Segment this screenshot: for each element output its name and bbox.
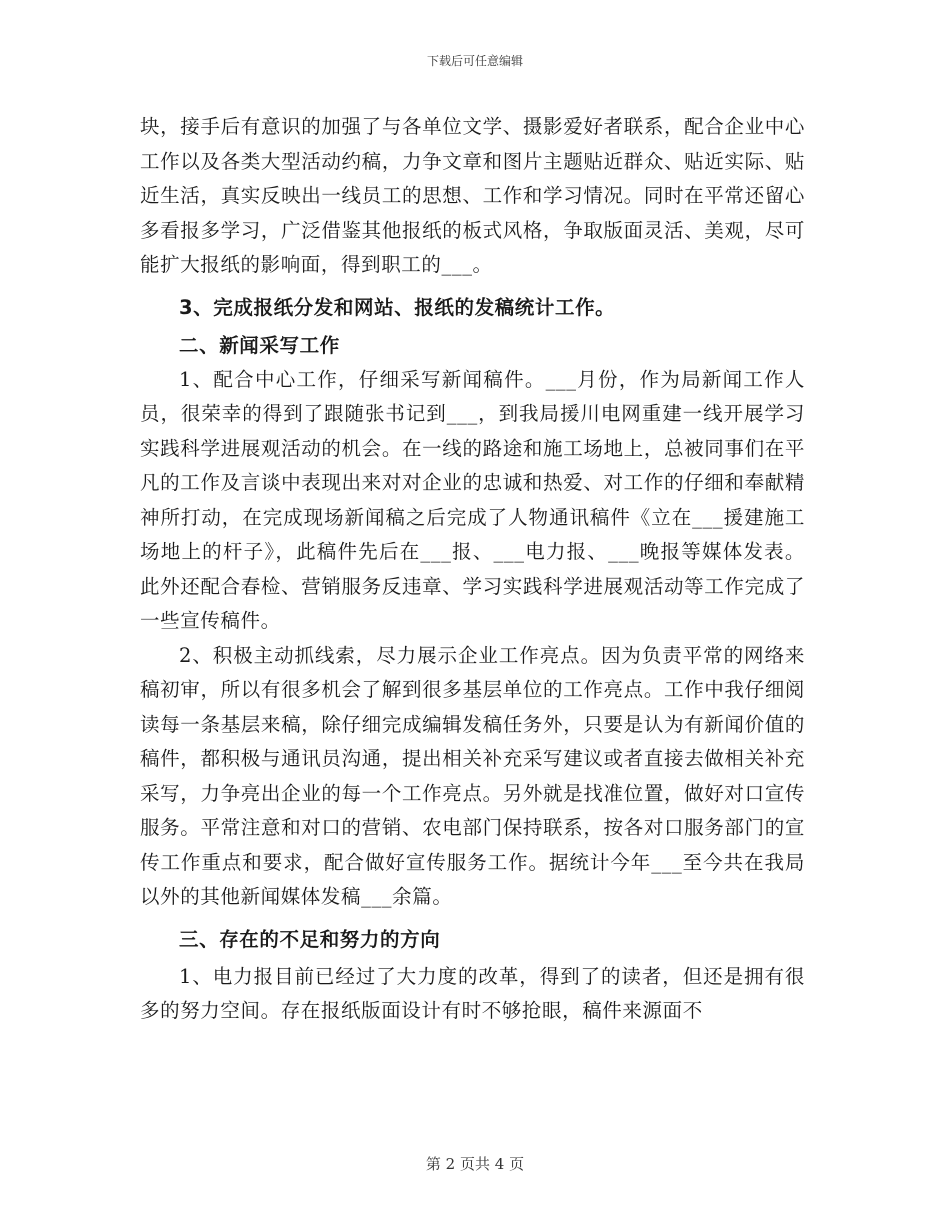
section-3-paragraph-1: 1、电力报目前已经过了大力度的改革，得到了的读者，但还是拥有很多的努力空间。存在报纸版面设计有时不够抢眼，稿件来源面不	[140, 964, 805, 1022]
section-3-title: 三、存在的不足和努力的方向	[179, 927, 441, 951]
item-3-heading: 3、完成报纸分发和网站、报纸的发稿统计工作。	[179, 295, 616, 319]
page-footer: 第 2 页共 4 页	[425, 1155, 525, 1173]
section-2-paragraph-2: 2、积极主动抓线索，尽力展示企业工作亮点。因为负责平常的网络来稿初审，所以有很多机会了解到很多基层单位的工作亮点。工作中我仔细阅读每一条基层来稿，除仔细完成编辑发稿任务外，只要是认为有新闻价值的稿件，都积极与通讯员沟通，提出相关补充采写建议或者直接去做相关补充采写，力争亮出企业的每一个工作亮点。另外就是找准位置，做好对口宣传服务。平常注意和对口的营销、农电部门保持联系，按各对口服务部门的宣传工作重点和要求，配合做好宣传服务工作。据统计今年___至今共在我局以外的其他新闻媒体发稿___余篇。	[140, 643, 805, 908]
page-header: 下载后可任意编辑	[426, 54, 523, 68]
document-body	[140, 110, 805, 1029]
paragraph-continuation: 块，接手后有意识的加强了与各单位文学、摄影爱好者联系，配合企业中心工作以及各类大型活动约稿，力争文章和图片主题贴近群众、贴近实际、贴近生活，真实反映出一线员工的思想、工作和学习情况。同时在平常还留心多看报多学习，广泛借鉴其他报纸的板式风格，争取版面灵活、美观，尽可能扩大报纸的影响面，得到职工的___。	[140, 115, 805, 276]
section-2-paragraph-1: 1、配合中心工作，仔细采写新闻稿件。___月份，作为局新闻工作人员，很荣幸的得到了跟随张书记到___，到我局援川电网重建一线开展学习实践科学进展观活动的机会。在一线的路途和施工场地上，总被同事们在平凡的工作及言谈中表现出来对对企业的忠诚和热爱、对工作的仔细和奉献精神所打动，在完成现场新闻稿之后完成了人物通讯稿件《立在___援建施工场地上的杆子》，此稿件先后在___报、___电力报、___晚报等媒体发表。此外还配合春检、营销服务反违章、学习实践科学进展观活动等工作完成了一些宣传稿件。	[140, 367, 805, 632]
section-2-title: 二、新闻采写工作	[179, 333, 340, 357]
